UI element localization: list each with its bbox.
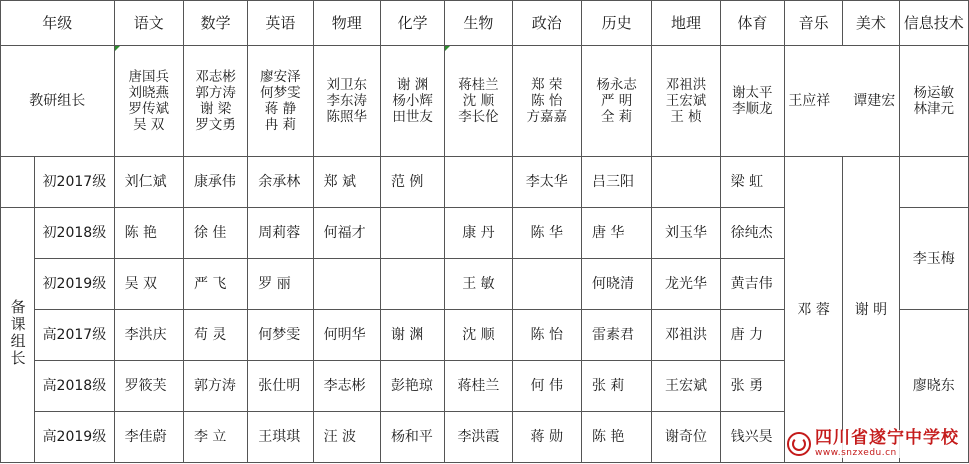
- prep-leader-history: 张 莉: [581, 361, 651, 412]
- grade-row: [1, 157, 969, 208]
- header-subject: 化学: [380, 1, 444, 46]
- prep-leader-geography: 刘玉华: [652, 208, 720, 259]
- prep-leader-math: 康承伟: [183, 157, 247, 208]
- leader-cell-biology: [445, 46, 512, 157]
- leader-cell-english: [248, 46, 313, 157]
- leader-name: 李东涛: [326, 93, 368, 109]
- prep-leader-chemistry: 杨和平: [380, 412, 444, 463]
- header-subject: 音乐: [784, 1, 842, 46]
- leader-cell-chemistry: [380, 46, 444, 157]
- prep-leader-pe: 张 勇: [720, 361, 784, 412]
- prep-leader-pe: 黄吉伟: [720, 259, 784, 310]
- leader-cell-politics: [512, 46, 581, 157]
- header-grade: 年级: [1, 1, 115, 46]
- leader-name: 罗文勇: [195, 117, 236, 133]
- prep-leader-biology: 康 丹: [445, 208, 512, 259]
- leader-name: 刘卫东: [326, 77, 368, 93]
- prep-leader-pe: 梁 虹: [720, 157, 784, 208]
- header-subject: 信息技术: [899, 1, 968, 46]
- leader-name: 刘晓燕: [128, 85, 170, 101]
- prep-leader-chinese: 吴 双: [114, 259, 183, 310]
- leader-cell-physics: [313, 46, 380, 157]
- leader-name: 罗传斌: [128, 101, 170, 117]
- leader-name: 冉 莉: [264, 117, 297, 133]
- prep-leader-history: 何晓清: [581, 259, 651, 310]
- header-subject: 生物: [445, 1, 512, 46]
- header-row: [1, 1, 969, 46]
- prep-leader-biology: [445, 157, 512, 208]
- leader-name: 邓志彬: [195, 69, 236, 85]
- leader-name: 田世友: [392, 109, 433, 125]
- leader-name: 林津元: [913, 101, 955, 117]
- leader-cell-math: [183, 46, 247, 157]
- leader-name: 全 莉: [600, 109, 633, 125]
- grade-label: 初2019级: [35, 259, 114, 310]
- prep-leader-biology: 王 敏: [445, 259, 512, 310]
- leader-name: 杨小辉: [392, 93, 433, 109]
- watermark-school-name: 四川省遂宁中学校: [815, 428, 959, 448]
- prep-leader-it: 李玉梅: [899, 208, 968, 310]
- prep-leader-chemistry: [380, 208, 444, 259]
- leader-name: 蒋 静: [264, 101, 297, 117]
- leader-name: 陈 怡: [531, 93, 563, 109]
- prep-leader-history: 唐 华: [581, 208, 651, 259]
- leader-name-music: 王应祥: [788, 93, 831, 109]
- research-leader-row: [1, 46, 969, 157]
- prep-leader-chinese: 陈 艳: [114, 208, 183, 259]
- leader-name: 李长伦: [458, 109, 499, 125]
- prep-leader-label: 备课组长: [8, 298, 27, 367]
- leader-cell-history: [581, 46, 651, 157]
- header-subject: 英语: [248, 1, 313, 46]
- prep-leader-physics: 汪 波: [313, 412, 380, 463]
- prep-leader-physics: 郑 斌: [313, 157, 380, 208]
- prep-leader-music: 邓 蓉: [784, 157, 842, 463]
- prep-leader-geography: 邓祖洪: [652, 310, 720, 361]
- prep-leader-biology: 沈 顺: [445, 310, 512, 361]
- prep-leader-chemistry: 范 例: [380, 157, 444, 208]
- prep-leader-politics: 陈 华: [512, 208, 581, 259]
- leader-name: 谢太平: [732, 85, 773, 101]
- leader-cell-music-art: [784, 46, 899, 157]
- prep-leader-history: 陈 艳: [581, 412, 651, 463]
- prep-leader-geography: 王宏斌: [652, 361, 720, 412]
- header-subject: 语文: [114, 1, 183, 46]
- leader-cell-pe: [720, 46, 784, 157]
- prep-leader-math: 郭方涛: [183, 361, 247, 412]
- prep-leader-chemistry: 谢 渊: [380, 310, 444, 361]
- prep-leader-history: 雷素君: [581, 310, 651, 361]
- school-watermark: [785, 430, 961, 458]
- prep-leader-geography: 谢奇位: [652, 412, 720, 463]
- header-subject: 美术: [843, 1, 899, 46]
- watermark-url: www.snzxedu.cn: [815, 448, 897, 458]
- grade-label: 高2019级: [35, 412, 114, 463]
- leader-name: 方嘉嘉: [526, 109, 568, 125]
- prep-leader-politics: 陈 怡: [512, 310, 581, 361]
- leader-name: 沈 顺: [462, 93, 495, 109]
- leader-name: 陈照华: [326, 109, 368, 125]
- prep-leader-chinese: 李洪庆: [114, 310, 183, 361]
- leader-cell-it: [899, 46, 968, 157]
- grade-label: 高2017级: [35, 310, 114, 361]
- prep-leader-chinese: 罗筱芙: [114, 361, 183, 412]
- prep-leader-english: 罗 丽: [248, 259, 313, 310]
- leader-name: 蒋桂兰: [458, 77, 499, 93]
- prep-leader-art: 谢 明: [843, 157, 899, 463]
- prep-leader-chinese: 刘仁斌: [114, 157, 183, 208]
- leader-name: 唐国兵: [128, 69, 170, 85]
- prep-leader-pe: 唐 力: [720, 310, 784, 361]
- prep-leader-geography: 龙光华: [652, 259, 720, 310]
- header-subject: 数学: [183, 1, 247, 46]
- prep-leader-math: 苟 灵: [183, 310, 247, 361]
- prep-leader-label-cell: [1, 208, 35, 463]
- prep-leader-politics: 蒋 勋: [512, 412, 581, 463]
- grade-label: 高2018级: [35, 361, 114, 412]
- grade-label: 初2018级: [35, 208, 114, 259]
- leader-name: 谢 渊: [396, 77, 429, 93]
- leader-name: 吴 双: [133, 117, 165, 133]
- prep-leader-politics: [512, 259, 581, 310]
- prep-leader-politics: 李太华: [512, 157, 581, 208]
- leader-name: 王 桢: [670, 109, 702, 125]
- blank-cell: [1, 157, 35, 208]
- prep-leader-math: 李 立: [183, 412, 247, 463]
- prep-leader-chemistry: [380, 259, 444, 310]
- school-logo-icon: [787, 432, 811, 456]
- prep-leader-physics: 何福才: [313, 208, 380, 259]
- leader-cell-geography: [652, 46, 720, 157]
- header-subject: 政治: [512, 1, 581, 46]
- header-subject: 物理: [313, 1, 380, 46]
- leader-name: 杨永志: [596, 77, 637, 93]
- prep-leader-english: 何梦雯: [248, 310, 313, 361]
- leader-name: 郑 荣: [531, 77, 563, 93]
- leader-name: 何梦雯: [260, 85, 301, 101]
- grade-label: 初2017级: [35, 157, 114, 208]
- leader-name: 严 明: [600, 93, 633, 109]
- leader-cell-chinese: [114, 46, 183, 157]
- prep-leader-english: 王琪琪: [248, 412, 313, 463]
- prep-leader-english: 张仕明: [248, 361, 313, 412]
- leader-name: 谢 梁: [199, 101, 232, 117]
- prep-leader-politics: 何 伟: [512, 361, 581, 412]
- prep-leader-physics: 李志彬: [313, 361, 380, 412]
- leader-name: 廖安泽: [260, 69, 301, 85]
- prep-leader-math: 徐 佳: [183, 208, 247, 259]
- prep-leader-biology: 蒋桂兰: [445, 361, 512, 412]
- prep-leader-physics: [313, 259, 380, 310]
- prep-leader-history: 吕三阳: [581, 157, 651, 208]
- leader-name: 郭方涛: [195, 85, 236, 101]
- prep-leader-chinese: 李佳蔚: [114, 412, 183, 463]
- leader-name: 王宏斌: [665, 93, 707, 109]
- header-subject: 体育: [720, 1, 784, 46]
- prep-leader-physics: 何明华: [313, 310, 380, 361]
- blank-cell: [899, 157, 968, 208]
- prep-leader-pe: 钱兴昊: [720, 412, 784, 463]
- research-leader-label: 教研组长: [1, 46, 115, 157]
- prep-leader-chemistry: 彭艳琼: [380, 361, 444, 412]
- prep-leader-english: 周莉蓉: [248, 208, 313, 259]
- prep-leader-biology: 李洪霞: [445, 412, 512, 463]
- watermark-text: [815, 430, 959, 458]
- leader-name: 杨运敏: [913, 85, 955, 101]
- prep-leader-english: 余承林: [248, 157, 313, 208]
- prep-leader-pe: 徐纯杰: [720, 208, 784, 259]
- leader-name-art: 谭建宏: [853, 93, 896, 109]
- prep-leader-geography: [652, 157, 720, 208]
- prep-leader-it: 廖晓东: [899, 310, 968, 463]
- header-subject: 地理: [652, 1, 720, 46]
- header-subject: 历史: [581, 1, 651, 46]
- leader-name: 李顺龙: [732, 101, 773, 117]
- leader-name: 邓祖洪: [665, 77, 707, 93]
- prep-leader-math: 严 飞: [183, 259, 247, 310]
